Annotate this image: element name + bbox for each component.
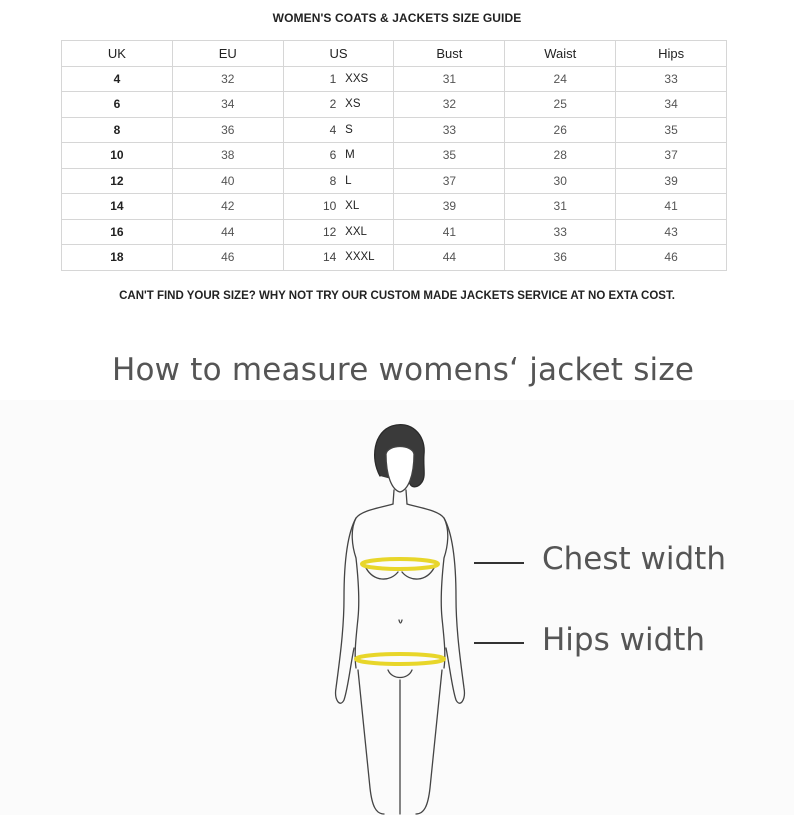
us-number: 8 xyxy=(329,173,337,188)
cell-eu: 46 xyxy=(172,245,283,271)
cell-uk: 10 xyxy=(62,143,173,169)
cell-us xyxy=(283,245,394,271)
cell-waist: 36 xyxy=(505,245,616,271)
cell-us xyxy=(283,168,394,194)
chest-pointer-line xyxy=(474,562,524,564)
table-row xyxy=(62,66,727,92)
header-hips: Hips xyxy=(616,41,727,67)
us-number: 6 xyxy=(329,148,337,163)
hips-width-label: Hips width xyxy=(542,622,706,658)
cell-us xyxy=(283,143,394,169)
measure-heading: How to measure womens‘ jacket size xyxy=(112,352,695,388)
cell-uk: 6 xyxy=(62,92,173,118)
cell-hips: 39 xyxy=(616,168,727,194)
woman-figure-illustration xyxy=(300,418,500,815)
chest-measure-band xyxy=(362,559,438,569)
cell-uk: 8 xyxy=(62,117,173,143)
cell-bust: 35 xyxy=(394,143,505,169)
hips-measure-band xyxy=(356,654,444,664)
cell-eu: 36 xyxy=(172,117,283,143)
us-number: 2 xyxy=(329,97,337,112)
table-row xyxy=(62,219,727,245)
cell-bust: 33 xyxy=(394,117,505,143)
header-us: US xyxy=(283,41,394,67)
cell-waist: 26 xyxy=(505,117,616,143)
cell-waist: 31 xyxy=(505,194,616,220)
us-letter-size: XS xyxy=(345,98,361,111)
cell-waist: 30 xyxy=(505,168,616,194)
header-eu: EU xyxy=(172,41,283,67)
cell-eu: 44 xyxy=(172,219,283,245)
cell-hips: 46 xyxy=(616,245,727,271)
us-letter-size: M xyxy=(345,149,355,162)
size-guide-table xyxy=(61,40,727,271)
cell-us xyxy=(283,117,394,143)
table-row xyxy=(62,245,727,271)
cell-uk: 16 xyxy=(62,219,173,245)
us-number: 14 xyxy=(323,250,337,265)
table-header-row xyxy=(62,41,727,67)
cell-waist: 24 xyxy=(505,66,616,92)
cell-waist: 28 xyxy=(505,143,616,169)
cell-eu: 34 xyxy=(172,92,283,118)
us-number: 4 xyxy=(329,122,337,137)
legs-outline xyxy=(358,670,442,814)
hips-pointer-line xyxy=(474,642,524,644)
us-letter-size: L xyxy=(345,174,352,187)
us-number: 12 xyxy=(323,224,337,239)
torso-left-outline xyxy=(352,504,393,668)
face-outline xyxy=(386,447,414,493)
cell-eu: 32 xyxy=(172,66,283,92)
cell-waist: 25 xyxy=(505,92,616,118)
table-row xyxy=(62,143,727,169)
cell-bust: 44 xyxy=(394,245,505,271)
cell-bust: 32 xyxy=(394,92,505,118)
chest-width-label: Chest width xyxy=(542,541,726,577)
table-row xyxy=(62,194,727,220)
guide-title: WOMEN'S COATS & JACKETS SIZE GUIDE xyxy=(272,11,522,25)
cell-uk: 14 xyxy=(62,194,173,220)
table-row xyxy=(62,92,727,118)
cell-us xyxy=(283,92,394,118)
us-number: 10 xyxy=(323,199,337,214)
cell-bust: 39 xyxy=(394,194,505,220)
cell-hips: 33 xyxy=(616,66,727,92)
us-number: 1 xyxy=(329,71,337,86)
cell-us xyxy=(283,219,394,245)
cell-uk: 4 xyxy=(62,66,173,92)
cell-hips: 35 xyxy=(616,117,727,143)
cell-bust: 41 xyxy=(394,219,505,245)
crotch-outline xyxy=(388,670,412,678)
us-letter-size: XXS xyxy=(345,72,369,85)
cell-hips: 34 xyxy=(616,92,727,118)
cell-bust: 37 xyxy=(394,168,505,194)
cell-waist: 33 xyxy=(505,219,616,245)
cell-uk: 18 xyxy=(62,245,173,271)
torso-right-outline xyxy=(407,504,448,668)
navel-outline xyxy=(399,620,402,623)
table-row xyxy=(62,117,727,143)
header-uk: UK xyxy=(62,41,173,67)
cell-eu: 42 xyxy=(172,194,283,220)
us-letter-size: XL xyxy=(345,200,360,213)
cell-eu: 40 xyxy=(172,168,283,194)
cell-uk: 12 xyxy=(62,168,173,194)
cell-hips: 43 xyxy=(616,219,727,245)
cell-us xyxy=(283,66,394,92)
cell-hips: 41 xyxy=(616,194,727,220)
us-letter-size: XXXL xyxy=(345,251,375,264)
cell-us xyxy=(283,194,394,220)
table-row xyxy=(62,168,727,194)
cell-bust: 31 xyxy=(394,66,505,92)
header-waist: Waist xyxy=(505,41,616,67)
header-bust: Bust xyxy=(394,41,505,67)
us-letter-size: S xyxy=(345,123,353,136)
cell-hips: 37 xyxy=(616,143,727,169)
us-letter-size: XXL xyxy=(345,225,367,238)
custom-size-note: CAN'T FIND YOUR SIZE? WHY NOT TRY OUR CUSTOM MADE JACKETS SERVICE AT NO EXTA COST. xyxy=(119,290,675,302)
cell-eu: 38 xyxy=(172,143,283,169)
